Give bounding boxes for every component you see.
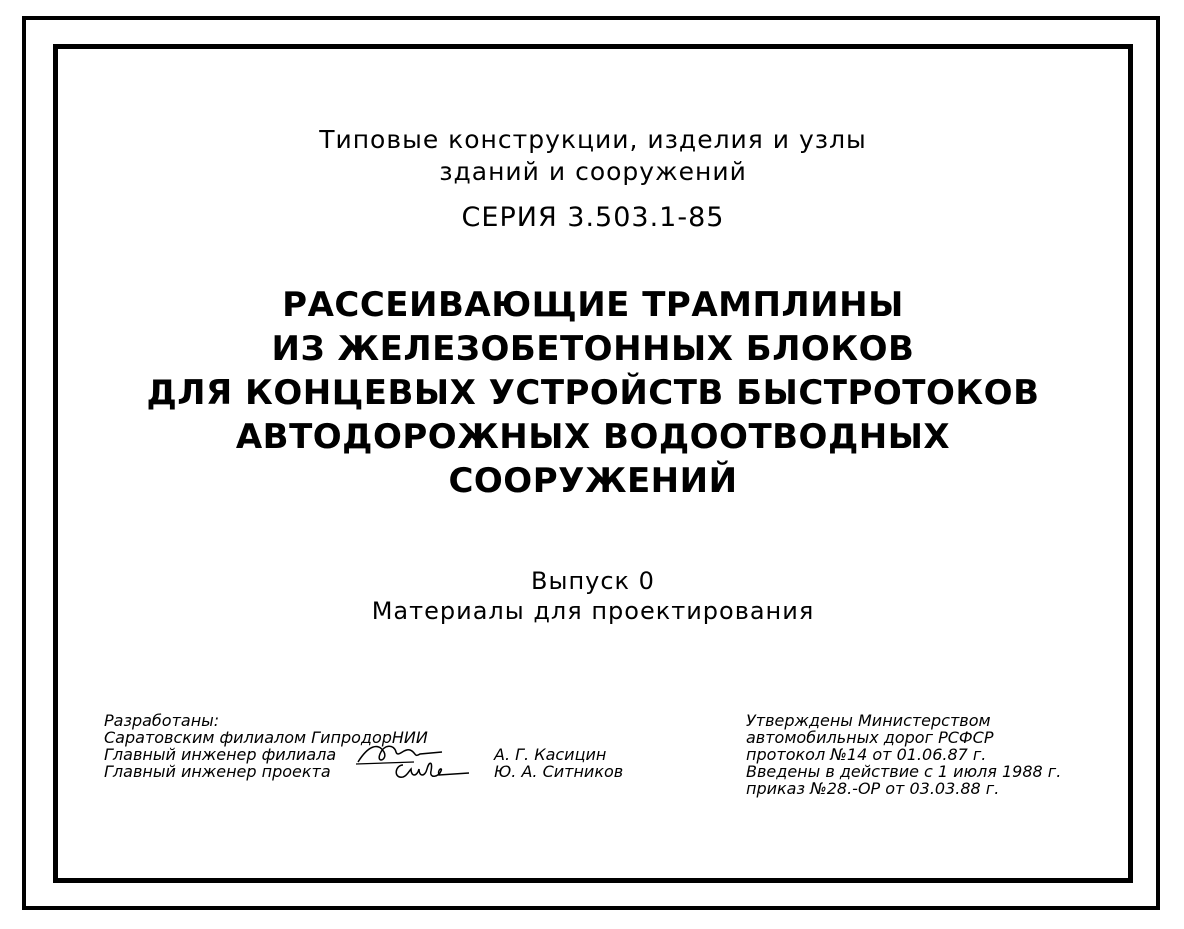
title-line-3: ДЛЯ КОНЦЕВЫХ УСТРОЙСТВ БЫСТРОТОКОВ bbox=[146, 373, 1040, 413]
series-heading bbox=[53, 124, 1133, 188]
approval-block bbox=[746, 712, 1061, 797]
issue-number: Выпуск 0 bbox=[531, 567, 655, 595]
title-line-2: ИЗ ЖЕЛЕЗОБЕТОННЫХ БЛОКОВ bbox=[271, 329, 915, 369]
approval-effective-date: Введены в действие с 1 июля 1988 г. bbox=[746, 762, 1062, 781]
chief-branch-row bbox=[104, 745, 607, 764]
signature-sitnikov bbox=[389, 757, 479, 783]
series-heading-line-1: Типовые конструкции, изделия и узлы bbox=[319, 125, 867, 154]
chief-branch-role: Главный инженер филиала bbox=[104, 745, 337, 764]
issue-block bbox=[53, 566, 1133, 626]
series-heading-line-2: зданий и сооружений bbox=[439, 157, 747, 186]
approval-order: приказ №28.-ОР от 03.03.88 г. bbox=[746, 779, 1000, 798]
chief-project-role: Главный инженер проекта bbox=[104, 762, 331, 781]
title-line-4: АВТОДОРОЖНЫХ ВОДООТВОДНЫХ bbox=[235, 417, 951, 457]
document-title bbox=[53, 283, 1133, 503]
chief-branch-name: А. Г. Касицин bbox=[494, 745, 607, 764]
developers-block bbox=[104, 711, 624, 781]
chief-project-name: Ю. А. Ситников bbox=[494, 762, 624, 781]
series-code: СЕРИЯ 3.503.1-85 bbox=[461, 202, 725, 233]
title-line-1: РАССЕИВАЮЩИЕ ТРАМПЛИНЫ bbox=[282, 285, 904, 325]
title-line-5: СООРУЖЕНИЙ bbox=[448, 461, 738, 501]
approval-line-2: автомобильных дорог РСФСР bbox=[746, 728, 994, 747]
developers-label: Разработаны: bbox=[104, 711, 220, 730]
issue-subtitle: Материалы для проектирования bbox=[371, 597, 815, 625]
approval-protocol: протокол №14 от 01.06.87 г. bbox=[746, 745, 987, 764]
approval-line-1: Утверждены Министерством bbox=[746, 711, 991, 730]
developers-org: Саратовским филиалом ГипродорНИИ bbox=[104, 728, 428, 747]
chief-project-row bbox=[104, 762, 624, 781]
